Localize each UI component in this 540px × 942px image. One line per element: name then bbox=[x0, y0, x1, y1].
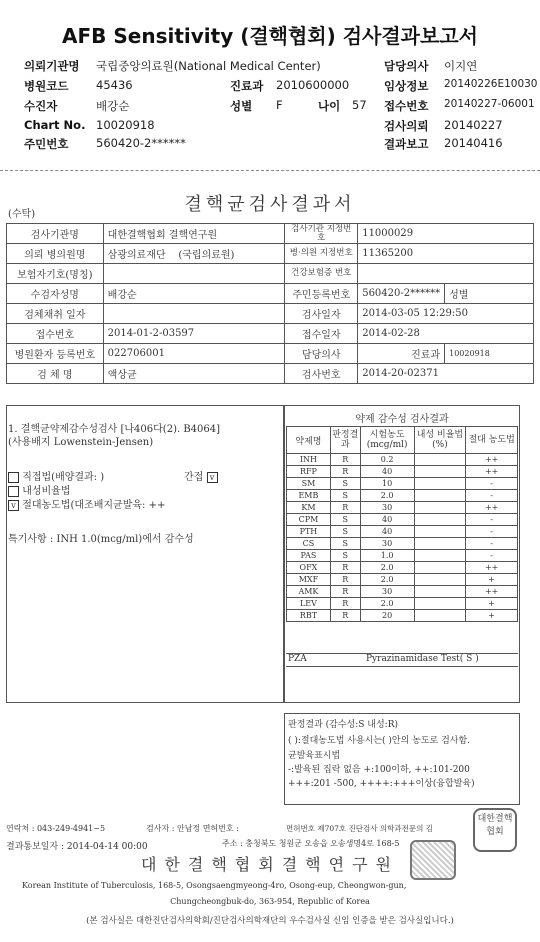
lab-number: 11000029 bbox=[358, 224, 534, 244]
report-title: AFB Sensitivity (결핵협회) 검사결과보고서 bbox=[62, 24, 478, 48]
column-header: 약제명 bbox=[287, 427, 331, 454]
header-label: 결과보고 bbox=[384, 137, 429, 151]
drug-row bbox=[287, 574, 518, 586]
footer-inspector: 검사자 : 안남정 면허번호 : bbox=[146, 824, 239, 833]
header-value: 20140227 bbox=[444, 118, 503, 132]
registration-number: 022706001 bbox=[103, 344, 285, 364]
header-value: 45436 bbox=[96, 78, 133, 92]
drug-sensitivity-table bbox=[286, 426, 518, 622]
legend-line: -:발육된 집락 없음 +:100이하, ++:101-200 bbox=[288, 765, 470, 775]
exam-date: 2014-03-05 12:29:50 bbox=[358, 304, 534, 324]
drug-ratio bbox=[414, 490, 466, 502]
drug-result: S bbox=[330, 550, 360, 562]
drug-absolute: ++ bbox=[466, 562, 518, 574]
footer-report-date: 결과통보일자 : 2014-04-14 00:00 bbox=[6, 842, 148, 852]
intake-label: (수탁) bbox=[8, 209, 36, 220]
drug-concentration: 2.0 bbox=[360, 574, 414, 586]
drug-absolute: ++ bbox=[466, 466, 518, 478]
drug-row bbox=[287, 526, 518, 538]
exam-number: 2014-20-02371 bbox=[358, 364, 534, 384]
insurance-number bbox=[358, 264, 534, 284]
drug-result: R bbox=[330, 502, 360, 514]
footer-address: 주소 : 충청북도 청원군 오송읍 오송생명4로 168-5 bbox=[222, 839, 400, 848]
header-value: 배강순 bbox=[96, 99, 130, 113]
drug-absolute: ++ bbox=[466, 586, 518, 598]
drug-ratio bbox=[414, 454, 466, 466]
drug-ratio bbox=[414, 502, 466, 514]
lab-name: 대한결핵협회 결핵연구원 bbox=[103, 224, 285, 244]
drug-concentration: 30 bbox=[360, 586, 414, 598]
footer-institute: 대한결핵협회결핵연구원 bbox=[140, 855, 400, 874]
drug-name: SM bbox=[287, 478, 331, 490]
drug-result: R bbox=[330, 586, 360, 598]
insurer-value bbox=[103, 264, 285, 284]
hospital-name: 삼광의료재단 bbox=[107, 250, 166, 261]
header-label: 담당의사 bbox=[384, 59, 429, 73]
official-stamp bbox=[410, 840, 456, 880]
header-label: 주민번호 bbox=[24, 137, 69, 151]
drug-concentration: 2.0 bbox=[360, 562, 414, 574]
direct-method-row bbox=[8, 468, 104, 483]
header-value: 20140226E10030 bbox=[444, 78, 538, 90]
header-value: 2010600000 bbox=[276, 78, 350, 92]
drug-ratio bbox=[414, 550, 466, 562]
pza-result: Pyrazinamidase Test( S ) bbox=[366, 654, 479, 664]
table-row bbox=[7, 304, 534, 324]
hospital-number: 11365200 bbox=[358, 244, 534, 264]
drug-absolute: - bbox=[466, 514, 518, 526]
footer-license: 면허번호 제707호 진단검사 의학과전문의 김 bbox=[286, 824, 434, 833]
header-value: F bbox=[276, 98, 283, 112]
header-value: 57 bbox=[352, 98, 367, 112]
absolute-method-row bbox=[8, 496, 165, 511]
drug-row bbox=[287, 502, 518, 514]
indirect-checkbox[interactable]: v bbox=[207, 472, 218, 483]
header-label: 의뢰기관명 bbox=[24, 59, 80, 73]
seal-text: 대한결핵협회 bbox=[477, 814, 513, 837]
header-label: 접수번호 bbox=[384, 99, 429, 113]
drug-concentration: 1.0 bbox=[360, 550, 414, 562]
header-label: 진료과 bbox=[230, 79, 264, 93]
drug-ratio bbox=[414, 526, 466, 538]
registration-number-label: 병원환자 등록번호 bbox=[7, 344, 104, 364]
drug-absolute: + bbox=[466, 574, 518, 586]
table-row bbox=[7, 224, 534, 244]
header-value: 560420-2****** bbox=[96, 136, 186, 150]
legend-line: +++:201 -500, ++++:+++이상(융합발육) bbox=[288, 779, 475, 789]
drug-concentration: 40 bbox=[360, 514, 414, 526]
drug-row bbox=[287, 490, 518, 502]
drug-result: R bbox=[330, 454, 360, 466]
drug-ratio bbox=[414, 478, 466, 490]
footer-notice: (본 검사실은 대한진단검사의학회/진단검사의학재단의 우수검사실 신임 인증을 받은 검사실입니다.) bbox=[86, 916, 454, 926]
drug-absolute: + bbox=[466, 598, 518, 610]
patient-name: 배강순 bbox=[103, 284, 285, 304]
department-label: 진료과 bbox=[358, 344, 445, 364]
drug-ratio bbox=[414, 586, 466, 598]
patient-name-label: 수검자성명 bbox=[7, 284, 104, 304]
indirect-method-label: 간접 bbox=[184, 472, 204, 483]
hospital-note: (국립의료원) bbox=[178, 250, 235, 261]
drug-row bbox=[287, 610, 518, 622]
medium-line: (사용배지 Lowenstein-Jensen) bbox=[8, 437, 154, 448]
specimen: 액상균 bbox=[103, 364, 285, 384]
drug-name: OFX bbox=[287, 562, 331, 574]
institute-seal-stamp bbox=[473, 808, 517, 852]
drug-result: S bbox=[330, 526, 360, 538]
drug-ratio bbox=[414, 598, 466, 610]
drug-name: EMB bbox=[287, 490, 331, 502]
drug-row bbox=[287, 478, 518, 490]
drug-row bbox=[287, 562, 518, 574]
resident-id-label: 주민등록번호 bbox=[285, 284, 358, 304]
table-row bbox=[7, 324, 534, 344]
drug-concentration: 40 bbox=[360, 466, 414, 478]
drug-row bbox=[287, 454, 518, 466]
collection-date-label: 검체채취 일자 bbox=[7, 304, 104, 324]
drug-table-caption: 약제 감수성 검사결과 bbox=[355, 414, 449, 425]
department: 10020918 bbox=[445, 344, 534, 364]
table-row bbox=[7, 264, 534, 284]
absolute-method-label: 절대농도법(대조배지균발육: bbox=[22, 500, 146, 511]
legend-line: 판정결과 (감수성:S 내성:R) bbox=[288, 720, 398, 730]
method-panel bbox=[6, 405, 284, 703]
drug-result: R bbox=[330, 598, 360, 610]
drug-table-body bbox=[287, 454, 518, 622]
drug-name: PTH bbox=[287, 526, 331, 538]
drug-name: MXF bbox=[287, 574, 331, 586]
drug-concentration: 20 bbox=[360, 610, 414, 622]
drug-result: R bbox=[330, 562, 360, 574]
drug-result: S bbox=[330, 514, 360, 526]
drug-concentration: 2.0 bbox=[360, 490, 414, 502]
drug-row bbox=[287, 466, 518, 478]
drug-name: RFP bbox=[287, 466, 331, 478]
absolute-growth: ++ bbox=[148, 500, 166, 511]
header-label: 성별 bbox=[230, 99, 253, 113]
lab-number-label: 검사기관 지정번호 bbox=[285, 224, 358, 244]
drug-concentration: 40 bbox=[360, 526, 414, 538]
header-value: 20140416 bbox=[444, 136, 503, 150]
drug-result: S bbox=[330, 478, 360, 490]
drug-absolute: - bbox=[466, 478, 518, 490]
ratio-method-label: 내성비율법 bbox=[22, 486, 71, 497]
legend-line: ( ):절대농도법 사용시는( )안의 농도로 검사함. bbox=[288, 736, 471, 746]
pza-label: PZA bbox=[288, 654, 307, 664]
table-row bbox=[7, 364, 534, 384]
table-row bbox=[7, 284, 534, 304]
drug-row bbox=[287, 598, 518, 610]
section-divider bbox=[0, 170, 540, 172]
drug-name: INH bbox=[287, 454, 331, 466]
drug-concentration: 2.0 bbox=[360, 598, 414, 610]
receipt-date: 2014-02-28 bbox=[358, 324, 534, 344]
column-header: 시험농도 (mcg/ml) bbox=[360, 427, 414, 454]
special-note: 특기사항 : INH 1.0(mcg/ml)에서 감수성 bbox=[8, 534, 194, 545]
drug-result: R bbox=[330, 466, 360, 478]
drug-concentration: 30 bbox=[360, 538, 414, 550]
column-header: 절대 농도법 bbox=[466, 427, 518, 454]
header-label: Chart No. bbox=[24, 118, 86, 132]
drug-ratio bbox=[414, 466, 466, 478]
drug-absolute: - bbox=[466, 490, 518, 502]
drug-absolute: - bbox=[466, 550, 518, 562]
exam-number-label: 검사번호 bbox=[285, 364, 358, 384]
lab-name-label: 검사기관명 bbox=[7, 224, 104, 244]
drug-concentration: 0.2 bbox=[360, 454, 414, 466]
drug-absolute: - bbox=[466, 538, 518, 550]
drug-name: LEV bbox=[287, 598, 331, 610]
drug-concentration: 30 bbox=[360, 502, 414, 514]
resident-id: 560420-2****** bbox=[358, 284, 445, 304]
drug-name: RBT bbox=[287, 610, 331, 622]
drug-absolute: + bbox=[466, 610, 518, 622]
drug-row bbox=[287, 538, 518, 550]
drug-row bbox=[287, 586, 518, 598]
drug-absolute: ++ bbox=[466, 454, 518, 466]
pza-row bbox=[286, 653, 518, 667]
table-row bbox=[7, 244, 534, 264]
form-title: 결핵균검사결과서 bbox=[184, 194, 356, 215]
footer-english-address: Korean Institute of Tuberculosis, 168-5, Osongsaengmyeong-4ro, Osong-eup, Cheongwon-gun, bbox=[22, 881, 407, 890]
drug-name: KM bbox=[287, 502, 331, 514]
header-value: 국립중앙의료원(National Medical Center) bbox=[96, 59, 321, 73]
drug-ratio bbox=[414, 610, 466, 622]
hospital-name-cell bbox=[103, 244, 285, 264]
header-label: 검사의뢰 bbox=[384, 119, 429, 133]
direct-method-label: 직접법(배양결과: ) bbox=[22, 472, 105, 483]
drug-result: S bbox=[330, 490, 360, 502]
hospital-name-label: 의뢰 병의원명 bbox=[7, 244, 104, 264]
insurance-number-label: 건강보험증 번호 bbox=[285, 264, 358, 284]
header-label: 수진자 bbox=[24, 99, 58, 113]
receipt-number-label: 접수번호 bbox=[7, 324, 104, 344]
drug-name: AMK bbox=[287, 586, 331, 598]
receipt-date-label: 접수일자 bbox=[285, 324, 358, 344]
hospital-number-label: 병·의원 지정번호 bbox=[285, 244, 358, 264]
column-header: 내성 비율법(%) bbox=[414, 427, 466, 454]
drug-result: R bbox=[330, 610, 360, 622]
legend-line: 균발육표시법 bbox=[288, 751, 341, 761]
footer-phone: 연락처 : 043-249-4941~5 bbox=[6, 824, 106, 833]
header-label: 병원코드 bbox=[24, 79, 69, 93]
drug-ratio bbox=[414, 538, 466, 550]
drug-result: R bbox=[330, 574, 360, 586]
table-header-row bbox=[287, 427, 518, 454]
insurer-label: 보험자기호(명칭) bbox=[7, 264, 104, 284]
drug-ratio bbox=[414, 562, 466, 574]
indirect-method-row bbox=[184, 468, 218, 483]
absolute-checkbox[interactable]: v bbox=[8, 500, 19, 511]
drug-row bbox=[287, 514, 518, 526]
exam-date-label: 검사일자 bbox=[285, 304, 358, 324]
header-value: 20140227-06001 bbox=[444, 98, 535, 110]
drug-name: CPM bbox=[287, 514, 331, 526]
drug-row bbox=[287, 550, 518, 562]
table-row bbox=[7, 344, 534, 364]
collection-date bbox=[103, 304, 285, 324]
header-value: 이지연 bbox=[444, 59, 478, 73]
header-value: 10020918 bbox=[96, 118, 155, 132]
column-header: 판정결과 bbox=[330, 427, 360, 454]
specimen-label: 검 체 명 bbox=[7, 364, 104, 384]
test-line: 1. 결핵균약제감수성검사 [나406다(2). B4064] bbox=[8, 424, 221, 435]
ratio-method-row bbox=[8, 482, 71, 497]
sex-label: 성별 bbox=[445, 284, 534, 304]
drug-absolute: ++ bbox=[466, 502, 518, 514]
doctor-label: 담당의사 bbox=[285, 344, 358, 364]
header-label: 나이 bbox=[318, 99, 341, 113]
drug-name: PAS bbox=[287, 550, 331, 562]
drug-concentration: 10 bbox=[360, 478, 414, 490]
drug-ratio bbox=[414, 574, 466, 586]
patient-info-table bbox=[6, 223, 534, 384]
receipt-number: 2014-01-2-03597 bbox=[103, 324, 285, 344]
header-label: 임상정보 bbox=[384, 79, 429, 93]
footer-english-address-2: Chungcheongbuk-do, 363-954, Republic of Korea bbox=[170, 897, 370, 906]
drug-absolute: - bbox=[466, 526, 518, 538]
drug-result: S bbox=[330, 538, 360, 550]
drug-name: CS bbox=[287, 538, 331, 550]
drug-ratio bbox=[414, 514, 466, 526]
